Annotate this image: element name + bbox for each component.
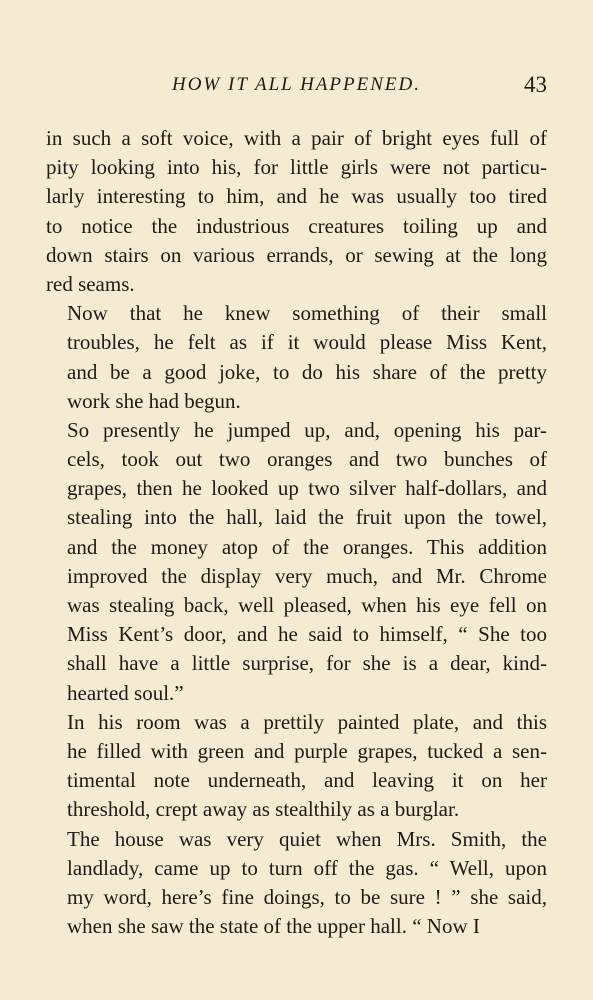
text-line: was stealing back, well pleased, when his eye fell on — [67, 593, 547, 617]
text-line: Now that he knew something of their small — [67, 301, 547, 326]
text-line: threshold, crept away as stealthily as a burglar. — [67, 797, 460, 822]
running-head — [46, 72, 547, 106]
text-line: Miss Kent’s door, and he said to himself, “ She too — [67, 622, 547, 647]
text-line: So presently he jumped up, and, opening his par- — [67, 417, 547, 442]
text-line: my word, here’s fine doings, to be sure ! ” she said, — [67, 884, 547, 909]
text-line: hearted soul.” — [67, 680, 184, 705]
text-line: and be a good joke, to do his share of the pretty — [67, 359, 547, 384]
text-line: down stairs on various errands, or sewing at the long — [46, 242, 547, 267]
text-line: grapes, then he looked up two silver half-dollars, and — [67, 476, 547, 501]
text-line: landlady, came up to turn off the gas. “ Well, upon — [67, 855, 547, 880]
text-line: stealing into the hall, laid the fruit upon the towel, — [67, 505, 547, 530]
paragraph — [46, 299, 547, 416]
paragraph — [46, 825, 547, 942]
text-line: work she had begun. — [67, 388, 241, 413]
text-line: troubles, he felt as if it would please Miss Kent, — [67, 330, 547, 355]
text-line: in such a soft voice, with a pair of bright eyes full of — [46, 126, 547, 150]
text-line: he filled with green and purple grapes, tucked a sen- — [67, 738, 547, 763]
text-line: and the money atop of the oranges. This addition — [67, 534, 547, 559]
paragraph — [46, 708, 547, 825]
text-line: improved the display very much, and Mr. Chrome — [67, 563, 547, 588]
text-line: shall have a little surprise, for she is a dear, kind- — [67, 651, 547, 676]
text-line: The house was very quiet when Mrs. Smith, the — [67, 826, 547, 851]
paragraph — [46, 124, 547, 299]
body-text — [46, 124, 547, 941]
paragraph — [46, 416, 547, 708]
text-line: In his room was a prettily painted plate, and this — [67, 709, 547, 734]
text-line: cels, took out two oranges and two bunches of — [67, 447, 547, 472]
page-number: 43 — [524, 72, 547, 97]
text-line: when she saw the state of the upper hall. “ Now I — [67, 914, 480, 939]
text-line: red seams. — [46, 271, 135, 296]
text-line: to notice the industrious creatures toiling up and — [46, 213, 547, 238]
running-title: HOW IT ALL HAPPENED. — [171, 74, 422, 95]
text-line: pity looking into his, for little girls were not particu- — [46, 155, 547, 180]
text-line: larly interesting to him, and he was usually too tired — [46, 184, 547, 209]
text-line: timental note underneath, and leaving it on her — [67, 768, 547, 793]
